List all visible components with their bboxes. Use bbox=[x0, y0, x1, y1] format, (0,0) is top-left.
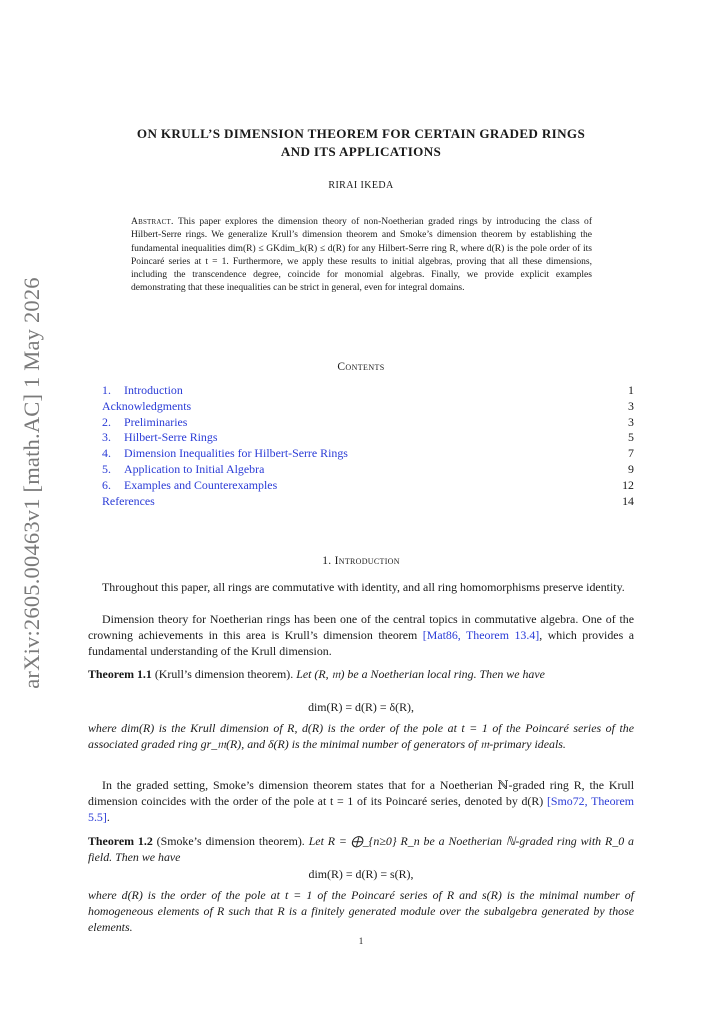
toc-label: Acknowledgments bbox=[102, 398, 192, 413]
paragraph-text: . bbox=[106, 809, 110, 824]
toc-label: Preliminaries bbox=[124, 414, 188, 429]
paragraph-text: , which provides a fundamental understanding of the Krull dimension. bbox=[88, 627, 634, 658]
toc-link[interactable] bbox=[102, 494, 155, 510]
theorem-statement: Let R = ⨁_{n≥0} R_n be a Noetherian ℕ-graded ring with R_0 a field. Then we have bbox=[88, 834, 634, 864]
toc-entry[interactable] bbox=[102, 430, 634, 446]
toc-link[interactable] bbox=[102, 462, 264, 478]
citation-link[interactable]: [Mat86, Theorem 13.4] bbox=[422, 627, 540, 642]
toc-entry[interactable] bbox=[102, 446, 634, 462]
toc-label: Examples and Counterexamples bbox=[124, 477, 278, 492]
theorem-statement: Let (R, 𝔪) be a Noetherian local ring. Then we have bbox=[296, 667, 545, 681]
intro-paragraph-3 bbox=[88, 778, 634, 825]
toc-page: 3 bbox=[628, 414, 634, 429]
theorem-label: Theorem 1.2 bbox=[88, 834, 153, 848]
toc-label: References bbox=[102, 493, 155, 508]
toc-link[interactable] bbox=[102, 399, 191, 415]
toc-page: 3 bbox=[628, 398, 634, 413]
toc-entry[interactable] bbox=[102, 462, 634, 478]
title-line-2: AND ITS APPLICATIONS bbox=[280, 144, 442, 159]
theorem-name: (Smoke’s dimension theorem). bbox=[156, 834, 305, 848]
author-name: RIRAI IKEDA bbox=[328, 180, 394, 191]
equation: dim(R) = d(R) = s(R), bbox=[308, 867, 414, 881]
toc-number: 3. bbox=[102, 430, 111, 445]
paragraph-text: In the graded setting, Smoke’s dimension theorem states that for a Noetherian ℕ-graded ring R, the Krull dimension coincides with the order of the pole at t = 1 of its Poincaré series, denoted by d(R) bbox=[88, 778, 634, 808]
toc-page: 14 bbox=[622, 493, 634, 508]
toc-label: Application to Initial Algebra bbox=[124, 461, 265, 476]
toc-label: Hilbert-Serre Rings bbox=[124, 430, 218, 445]
theorem-1-2 bbox=[88, 834, 634, 866]
intro-paragraph-2 bbox=[88, 612, 634, 659]
toc-entry[interactable] bbox=[102, 415, 634, 431]
toc-number: 4. bbox=[102, 446, 111, 461]
paragraph-text: Dimension theory for Noetherian rings has been one of the central topics in commutative algebra. One of the crowning achievements in this area is Krull’s dimension theorem bbox=[88, 612, 634, 642]
toc-label: Introduction bbox=[124, 383, 183, 397]
theorem-1-1-continuation: where dim(R) is the Krull dimension of R, d(R) is the order of the pole at t = 1 of the Poincaré series of the associated graded ring gr_𝔪(R), and δ(R) is the minimal number of generators of 𝔪-primary ideals. bbox=[88, 721, 634, 751]
theorem-label: Theorem 1.1 bbox=[88, 667, 152, 681]
toc-entry[interactable] bbox=[102, 478, 634, 494]
toc-number: 5. bbox=[102, 461, 111, 476]
toc-entry[interactable] bbox=[102, 399, 634, 415]
section-heading bbox=[88, 555, 634, 567]
paper-title bbox=[88, 125, 634, 161]
equation: dim(R) = d(R) = δ(R), bbox=[308, 700, 414, 714]
theorem-name: (Krull’s dimension theorem). bbox=[154, 667, 294, 681]
toc-label: Dimension Inequalities for Hilbert-Serre Rings bbox=[124, 446, 348, 461]
toc-number: 6. bbox=[102, 477, 111, 492]
abstract bbox=[131, 215, 592, 295]
toc-page: 5 bbox=[628, 430, 634, 445]
toc-link[interactable] bbox=[102, 446, 348, 462]
abstract-label: Abstract. bbox=[131, 216, 174, 227]
abstract-text: This paper explores the dimension theory of non-Noetherian graded rings by introducing the class of Hilbert-Serre rings. We generalize Krull’s dimension theorem and Smoke’s dimension theorem by establishing the fundamental inequalities dim(R) ≤ GKdim_k(R) ≤ d(R) for any Hilbert-Serre ring R, where d(R) is the pole order of its Poincaré series at t = 1. Furthermore, we apply these results to initial algebras, proving that all these dimensions, including the transcendence degree, coincide for monomial algebras. Finally, we provide explicit examples demonstrating that these inequalities can be strict in general, even for integral domains. bbox=[131, 216, 592, 294]
toc-page: 7 bbox=[628, 446, 634, 461]
toc-link[interactable] bbox=[102, 383, 183, 399]
section-title: Introduction bbox=[334, 555, 400, 567]
intro-paragraph-1: Throughout this paper, all rings are commutative with identity, and all ring homomorphisms preserve identity. bbox=[102, 580, 625, 594]
citation-link[interactable]: [Smo72, Theorem 5.5] bbox=[88, 793, 634, 824]
toc-link[interactable] bbox=[102, 478, 277, 494]
toc-entry[interactable] bbox=[102, 494, 634, 510]
title-line-1: ON KRULL’S DIMENSION THEOREM FOR CERTAIN GRADED RINGS bbox=[136, 126, 586, 141]
toc-link[interactable] bbox=[102, 415, 187, 431]
toc-page: 9 bbox=[628, 461, 634, 476]
table-of-contents bbox=[102, 383, 634, 509]
theorem-1-1 bbox=[88, 667, 634, 683]
toc-number: 2. bbox=[102, 414, 111, 429]
arxiv-identifier: arXiv:2605.00463v1 [math.AC] 1 May 2026 bbox=[19, 277, 45, 689]
toc-number: 1. bbox=[102, 383, 111, 397]
page-number: 1 bbox=[358, 936, 364, 946]
section-number: 1. bbox=[322, 555, 332, 567]
contents-heading: Contents bbox=[337, 361, 385, 373]
toc-link[interactable] bbox=[102, 430, 217, 446]
toc-entry[interactable] bbox=[102, 383, 634, 399]
arxiv-stamp bbox=[19, 277, 45, 689]
toc-page: 12 bbox=[622, 477, 634, 492]
toc-page: 1 bbox=[628, 383, 634, 397]
theorem-1-2-continuation: where d(R) is the order of the pole at t = 1 of the Poincaré series of R and s(R) is the minimal number of homogeneous elements of R such that R is a finitely generated module over the subalgebra generated by those elements. bbox=[88, 888, 634, 934]
